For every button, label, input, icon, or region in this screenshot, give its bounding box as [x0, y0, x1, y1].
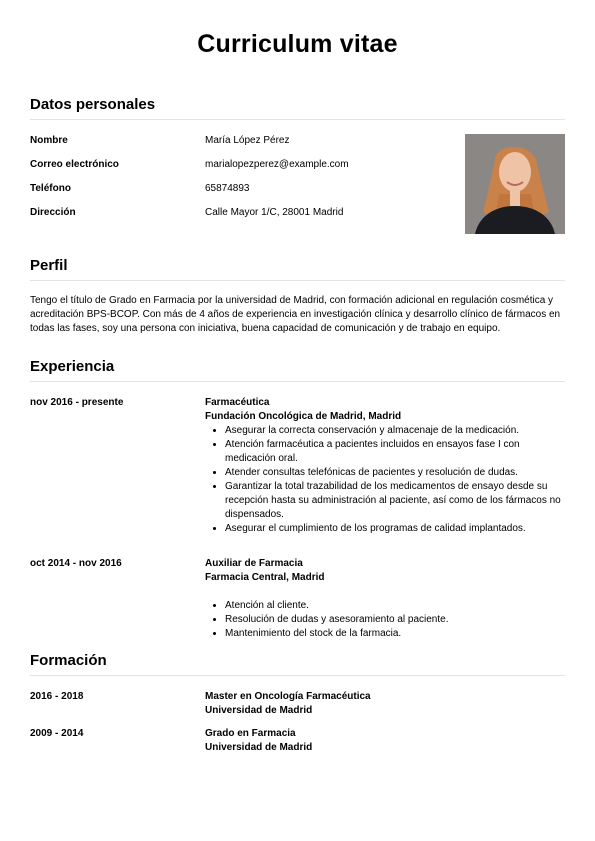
experience-entry — [205, 557, 565, 641]
bullet-item: • Mantenimiento del stock de la farmacia. — [225, 627, 565, 641]
value-phone: 65874893 — [205, 183, 250, 194]
bullet-item: • Atención farmacéutica a pacientes incluidos en ensayos fase I con medicación oral. — [225, 438, 565, 466]
experience-role: Farmacéutica — [205, 397, 270, 408]
education-dates: 2016 - 2018 — [30, 691, 84, 702]
section-heading-personal: Datos personales — [30, 96, 565, 120]
education-entry — [205, 690, 565, 718]
label-name: Nombre — [30, 135, 68, 146]
experience-bullets — [205, 599, 565, 641]
education-degree: Grado en Farmacia — [205, 728, 296, 739]
label-address: Dirección — [30, 207, 76, 218]
profile-text: Tengo el título de Grado en Farmacia por la universidad de Madrid, con formación adicional en regulación cosmética y acreditación BPS-BCOP. Con más de 4 años de experiencia en investigación clínica y desarrollo clínico de fármacos en todas las fases, soy una persona con iniciativa, buena capacidad de comunicación y de trabajo en equipo. — [30, 295, 561, 334]
label-email: Correo electrónico — [30, 159, 119, 170]
experience-bullets — [205, 424, 565, 536]
value-address: Calle Mayor 1/C, 28001 Madrid — [205, 207, 344, 218]
experience-dates: nov 2016 - presente — [30, 397, 124, 408]
section-heading-profile: Perfil — [30, 257, 565, 281]
person-portrait-icon — [465, 134, 565, 234]
label-phone: Teléfono — [30, 183, 71, 194]
experience-company: Fundación Oncológica de Madrid, Madrid — [205, 411, 402, 422]
experience-company: Farmacia Central, Madrid — [205, 572, 325, 583]
bullet-item: • Garantizar la total trazabilidad de los medicamentos de ensayo desde su recepción hasta su administración al paciente, así como de los fármacos no dispensados. — [225, 480, 565, 522]
education-entry — [205, 727, 565, 755]
page-title: Curriculum vitae — [197, 30, 398, 58]
experience-role: Auxiliar de Farmacia — [205, 558, 303, 569]
education-degree: Master en Oncología Farmacéutica — [205, 691, 371, 702]
bullet-item: • Atención al cliente. — [225, 599, 565, 613]
experience-entry — [205, 396, 565, 536]
bullet-item: • Atender consultas telefónicas de pacientes y resolución de dudas. — [225, 466, 565, 480]
value-email: marialopezperez@example.com — [205, 159, 349, 170]
education-dates: 2009 - 2014 — [30, 728, 84, 739]
value-name: María López Pérez — [205, 135, 290, 146]
education-school: Universidad de Madrid — [205, 742, 313, 753]
section-heading-education: Formación — [30, 652, 565, 676]
bullet-item: • Asegurar el cumplimiento de los programas de calidad implantados. — [225, 522, 565, 536]
section-heading-experience: Experiencia — [30, 358, 565, 382]
bullet-item: • Resolución de dudas y asesoramiento al paciente. — [225, 613, 565, 627]
bullet-item: • Asegurar la correcta conservación y almacenaje de la medicación. — [225, 424, 565, 438]
education-school: Universidad de Madrid — [205, 705, 313, 716]
profile-photo — [465, 134, 565, 234]
experience-dates: oct 2014 - nov 2016 — [30, 558, 122, 569]
